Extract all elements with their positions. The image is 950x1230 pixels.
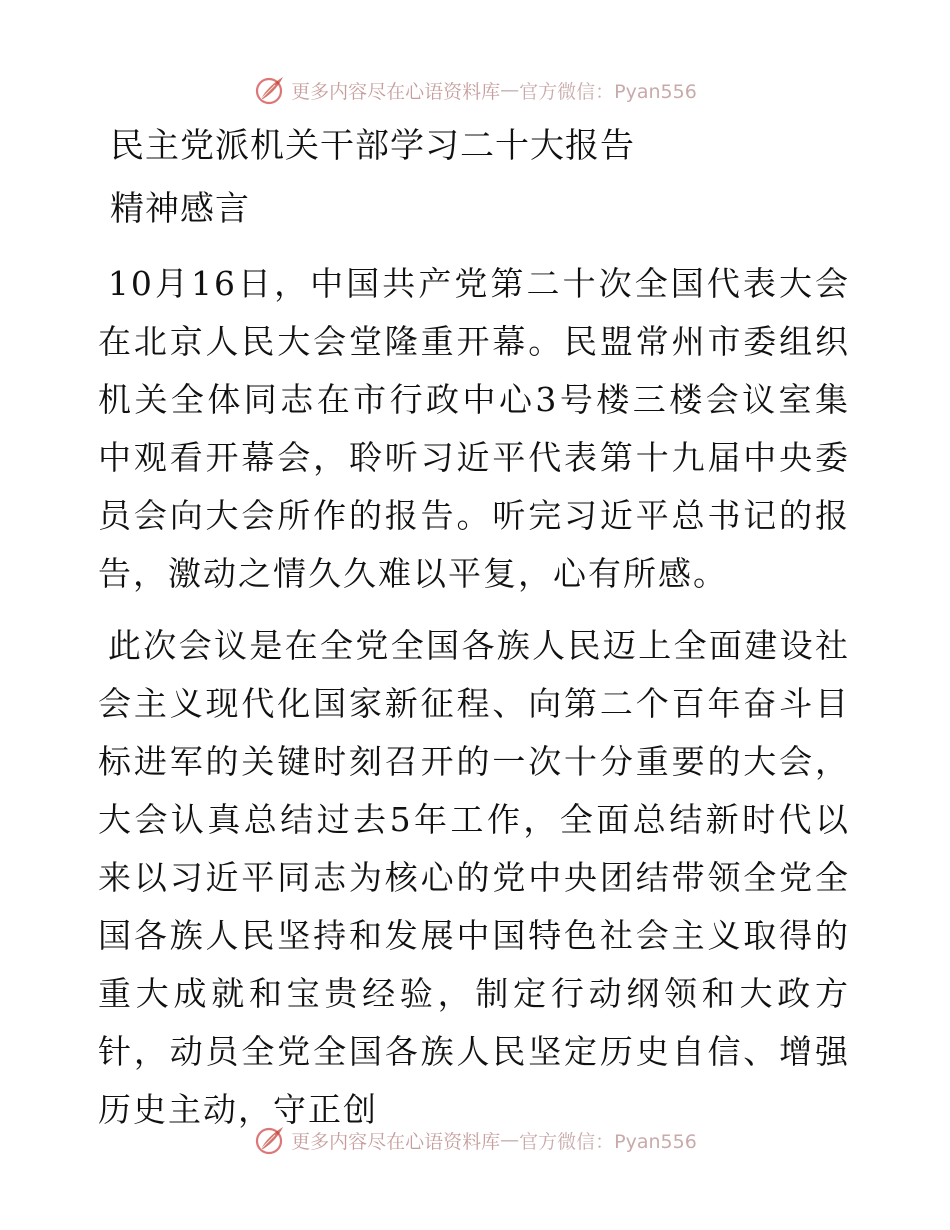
- footer-watermark: [0, 1120, 950, 1160]
- watermark-contact: 官方微信：Pyan556: [519, 80, 697, 103]
- watermark-dash: —: [500, 79, 520, 101]
- watermark-site-name: 更多内容尽在心语资料库: [291, 1130, 501, 1153]
- watermark-contact: 官方微信：Pyan556: [519, 1130, 697, 1153]
- watermark-site-name: 更多内容尽在心语资料库: [291, 80, 501, 103]
- paragraph-1: 10月16日，中国共产党第二十次全国代表大会在北京人民大会堂隆重开幕。民盟常州市委组织机关全体同志在市行政中心3号楼三楼会议室集中观看开幕会，聆听习近平代表第十九届中央委员会向大会所作的报告。听完习近平总书记的报告，激动之情久久难以平复，心有所感。: [98, 264, 850, 593]
- document-body: [98, 122, 850, 1139]
- document-title-line-1: 民主党派机关干部学习二十大报告: [110, 126, 635, 166]
- feather-logo-icon: [253, 73, 287, 107]
- paragraph-2: 此次会议是在全党全国各族人民迈上全面建设社会主义现代化国家新征程、向第二个百年奋斗目标进军的关键时刻召开的一次十分重要的大会，大会认真总结过去5年工作，全面总结新时代以来以习近平同志为核心的党中央团结带领全党全国各族人民坚持和发展中国特色社会主义取得的重大成就和宝贵经验，制定行动纲领和大政方针，动员全党全国各族人民坚定历史自信、增强历史主动，守正创: [98, 626, 850, 1129]
- document-title-line-2: 精神感言: [110, 189, 250, 229]
- watermark-dash: —: [500, 1129, 520, 1151]
- feather-logo-icon: [253, 1123, 287, 1157]
- header-watermark: [0, 70, 950, 110]
